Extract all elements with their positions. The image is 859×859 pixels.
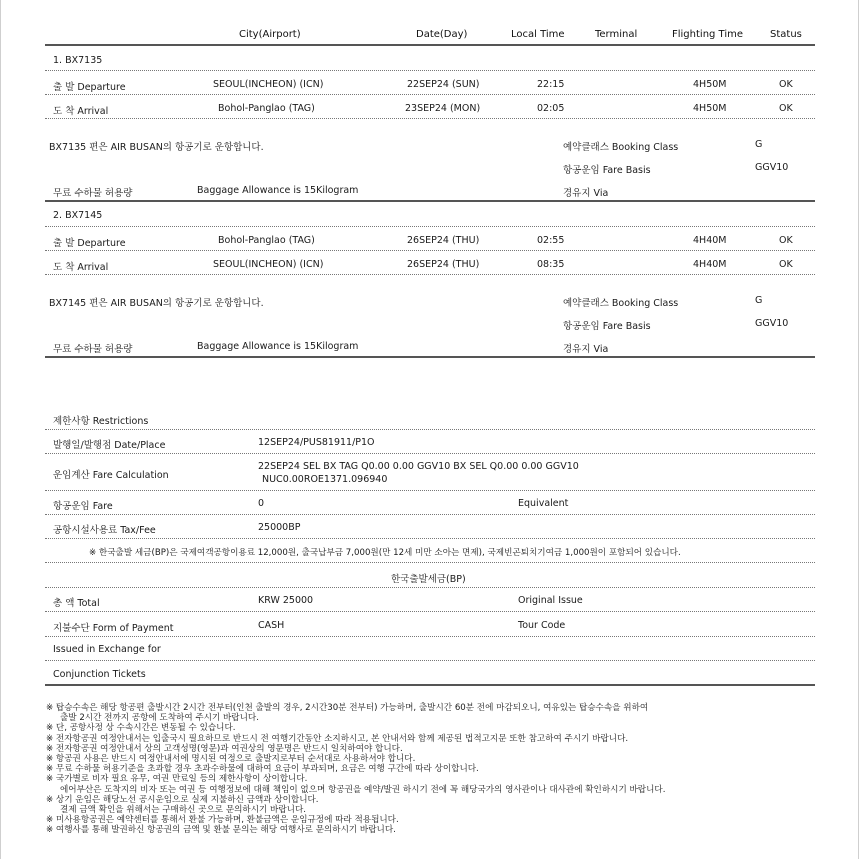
divider xyxy=(45,70,815,71)
total-label: 총 액 Total xyxy=(53,598,100,609)
note-line: ※ 전자항공권 여정안내서는 입출국시 필요하므로 반드시 전 여행기간동안 소지하시고, 본 안내서와 함께 제공된 법적고지문 또한 참고하여 주시기 바랍니다. xyxy=(46,733,629,744)
fare-calc-line1: 22SEP24 SEL BX TAG Q0.00 0.00 GGV10 BX SEL Q0.00 0.00 GGV10 xyxy=(258,461,579,472)
header-city: City(Airport) xyxy=(239,29,301,40)
exchange-label: Issued in Exchange for xyxy=(53,644,161,655)
fare-calc-label: 운임계산 Fare Calculation xyxy=(53,470,169,481)
segment-divider xyxy=(45,356,815,358)
note-line: ※ 무료 수하물 허용기준을 초과할 경우 초과수하물에 대하여 요금이 부과되며, 요금은 여행 구간에 따라 상이합니다. xyxy=(46,764,479,775)
divider xyxy=(45,538,815,539)
segment-2-departure-time: 02:55 xyxy=(537,235,565,246)
segment-2-booking-class: G xyxy=(755,295,763,306)
note-line: ※ 미사용항공권은 예약센터를 통해서 환불 가능하며, 환불금액은 운임규정에 따라 적용됩니다. xyxy=(46,815,399,826)
segment-1-via-label: 경유지 Via xyxy=(563,188,609,199)
conjunction-label: Conjunction Tickets xyxy=(53,669,146,680)
equivalent-label: Equivalent xyxy=(518,498,569,509)
divider xyxy=(45,611,815,612)
segment-2-arrival-flight-time: 4H40M xyxy=(693,259,727,270)
segment-2-fare-basis-label: 항공운임 Fare Basis xyxy=(563,321,651,332)
segment-1-arrival-city: Bohol-Panglao (TAG) xyxy=(218,103,315,114)
segment-1-departure-status: OK xyxy=(779,79,793,90)
segment-2-baggage-label: 무료 수하물 허용량 xyxy=(53,344,133,355)
segment-2-departure-date: 26SEP24 (THU) xyxy=(407,235,480,246)
divider xyxy=(45,250,815,251)
header-status: Status xyxy=(770,29,802,40)
note-line: 출발 2시간 전까지 공항에 도착하여 주시기 바랍니다. xyxy=(60,713,259,724)
divider xyxy=(45,429,815,430)
segment-1-arrival-label: 도 착 Arrival xyxy=(53,106,109,117)
segment-2-departure-flight-time: 4H40M xyxy=(693,235,727,246)
segment-1-departure-date: 22SEP24 (SUN) xyxy=(407,79,480,90)
note-line: ※ 상기 운임은 해당노선 공시운임으로 실제 지불하신 금액과 상이합니다. xyxy=(46,794,319,805)
divider xyxy=(45,636,815,637)
segment-2-title: 2. BX7145 xyxy=(53,210,103,221)
segment-1-title: 1. BX7135 xyxy=(53,55,103,66)
segment-1-fare-basis: GGV10 xyxy=(755,162,789,173)
bp-tax-note: ※ 한국출발 세금(BP)은 국제여객공항이용료 12,000원, 출국납부금 7,000원(만 12세 미만 소아는 면제), 국제빈곤퇴치기여금 1,000원이 포함되어 있습니다. xyxy=(89,548,681,558)
segment-2-arrival-date: 26SEP24 (THU) xyxy=(407,259,480,270)
tour-code-label: Tour Code xyxy=(518,620,566,631)
fare-divider xyxy=(45,684,815,686)
segment-1-departure-time: 22:15 xyxy=(537,79,565,90)
segment-2-arrival-time: 08:35 xyxy=(537,259,565,270)
note-line: 결제 금액 확인을 위해서는 구매하신 곳으로 문의하시기 바랍니다. xyxy=(60,805,306,816)
header-local-time: Local Time xyxy=(511,29,565,40)
segment-1-arrival-flight-time: 4H50M xyxy=(693,103,727,114)
note-line: 에어부산은 도착지의 비자 또는 여권 등 여행정보에 대해 책임이 없으며 항공권을 예약/발권 하시기 전에 꼭 해당국가의 영사관이나 대사관에 확인하시기 바랍니다. xyxy=(60,784,666,795)
segment-2-departure-status: OK xyxy=(779,235,793,246)
header-terminal: Terminal xyxy=(595,29,638,40)
note-line: ※ 단, 공항사정 상 수속시간은 변동될 수 있습니다. xyxy=(46,723,236,734)
segment-2-via-label: 경유지 Via xyxy=(563,344,609,355)
segment-1-departure-city: SEOUL(INCHEON) (ICN) xyxy=(213,79,324,90)
original-issue-label: Original Issue xyxy=(518,595,583,606)
segment-2-booking-class-label: 예약클래스 Booking Class xyxy=(563,298,679,309)
segment-1-operated-note: BX7135 편은 AIR BUSAN의 항공기로 운항합니다. xyxy=(49,142,264,153)
divider xyxy=(45,274,815,275)
fare-label: 항공운임 Fare xyxy=(53,501,113,512)
segment-divider xyxy=(45,200,815,202)
divider xyxy=(45,226,815,227)
segment-1-baggage: Baggage Allowance is 15Kilogram xyxy=(197,185,359,196)
segment-2-arrival-label: 도 착 Arrival xyxy=(53,262,109,273)
payment-label: 지불수단 Form of Payment xyxy=(53,623,174,634)
fare-value: 0 xyxy=(258,498,265,509)
note-line: ※ 항공권 사용은 반드시 여정안내서에 명시된 여정으로 출발지로부터 순서대로 사용하셔야 합니다. xyxy=(46,754,416,765)
segment-1-fare-basis-label: 항공운임 Fare Basis xyxy=(563,165,651,176)
note-line: ※ 탑승수속은 해당 항공편 출발시간 2시간 전부터(인천 출발의 경우, 2시간30분 전부터) 가능하며, 출발시간 60분 전에 마감되오니, 여유있는 탑승수속을 위하여 xyxy=(46,703,649,713)
header-flighting-time: Flighting Time xyxy=(672,29,744,40)
segment-1-departure-label: 출 발 Departure xyxy=(53,82,126,93)
segment-2-baggage: Baggage Allowance is 15Kilogram xyxy=(197,341,359,352)
segment-2-departure-city: Bohol-Panglao (TAG) xyxy=(218,235,315,246)
divider xyxy=(45,490,815,491)
note-line: ※ 국가별로 비자 필요 유무, 여권 만료일 등의 제한사항이 상이합니다. xyxy=(46,774,308,785)
segment-2-fare-basis: GGV10 xyxy=(755,318,789,329)
total-value: KRW 25000 xyxy=(258,595,314,606)
segment-1-baggage-label: 무료 수하물 허용량 xyxy=(53,188,133,199)
divider xyxy=(45,562,815,563)
header-divider xyxy=(45,44,815,46)
divider xyxy=(45,94,815,95)
payment-value: CASH xyxy=(258,620,285,631)
bp-tax-title: 한국출발세금(BP) xyxy=(391,574,466,585)
tax-label: 공항시설사용료 Tax/Fee xyxy=(53,525,156,536)
divider xyxy=(45,453,815,454)
divider xyxy=(45,514,815,515)
segment-2-arrival-city: SEOUL(INCHEON) (ICN) xyxy=(213,259,324,270)
divider xyxy=(45,660,815,661)
segment-2-operated-note: BX7145 편은 AIR BUSAN의 항공기로 운항합니다. xyxy=(49,298,264,309)
notes-section xyxy=(46,703,806,836)
divider xyxy=(45,587,815,588)
segment-2-arrival-status: OK xyxy=(779,259,793,270)
segment-1-booking-class-label: 예약클래스 Booking Class xyxy=(563,142,679,153)
fare-calc-line2: NUC0.00ROE1371.096940 xyxy=(262,474,388,485)
note-line: ※ 여행사를 통해 발권하신 항공권의 금액 및 환불 문의는 해당 여행사로 문의하시기 바랍니다. xyxy=(46,825,396,836)
segment-1-arrival-date: 23SEP24 (MON) xyxy=(405,103,481,114)
note-line: ※ 전자항공권 여정안내서 상의 고객성명(영문)과 여권상의 영문명은 반드시 일치하여야 합니다. xyxy=(46,743,403,754)
segment-1-booking-class: G xyxy=(755,139,763,150)
segment-1-departure-flight-time: 4H50M xyxy=(693,79,727,90)
tax-value: 25000BP xyxy=(258,522,301,533)
segment-1-arrival-status: OK xyxy=(779,103,793,114)
restrictions-label: 제한사항 Restrictions xyxy=(53,416,149,427)
header-date: Date(Day) xyxy=(416,29,468,40)
issue-label: 발행일/발행점 Date/Place xyxy=(53,440,166,451)
issue-value: 12SEP24/PUS81911/P1O xyxy=(258,437,375,448)
segment-2-departure-label: 출 발 Departure xyxy=(53,238,126,249)
segment-1-arrival-time: 02:05 xyxy=(537,103,565,114)
divider xyxy=(45,118,815,119)
